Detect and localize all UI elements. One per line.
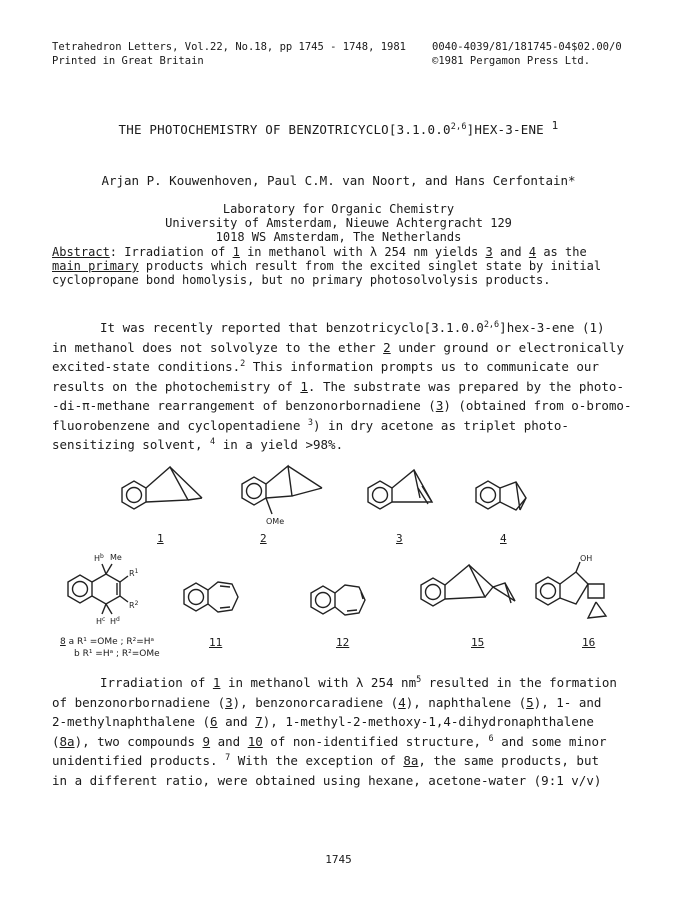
structure-2-drawing xyxy=(232,458,332,528)
svg-text:Me: Me xyxy=(110,553,122,562)
structure-15-drawing xyxy=(415,555,525,625)
svg-text:Hb: $H^b$ xyxy=(94,553,104,563)
structure-12-drawing xyxy=(305,575,385,625)
structure-label-8: 8 xyxy=(60,637,66,647)
structure-8-legend: 8 a R¹ =OMe ; R²=Hᵃ b R¹ =Hᵃ ; R²=OMe xyxy=(60,637,160,659)
svg-text:R1: $R^1$ xyxy=(129,568,139,578)
abstract-label: Abstract xyxy=(52,245,110,259)
paper-title: THE PHOTOCHEMISTRY OF BENZOTRICYCLO[3.1.0.0$^{2,6}$]HEX-3-ENE $^1$ xyxy=(118,118,559,137)
journal-citation xyxy=(52,40,406,68)
structure-label-16: 16 xyxy=(582,636,596,649)
structure-8-drawing xyxy=(60,550,170,630)
structure-label-11: 11 xyxy=(209,636,223,649)
structure-1-drawing xyxy=(112,462,212,522)
code-line-2: ©1981 Pergamon Press Ltd. xyxy=(432,55,591,67)
structure-16-drawing xyxy=(530,552,620,627)
structure-3-drawing xyxy=(358,462,458,522)
affiliation: Laboratory for Organic Chemistry University of Amsterdam, Nieuwe Achtergracht 129 1018 WS Amsterdam, The Netherlands xyxy=(165,202,512,244)
svg-text:R2: $R^2$ xyxy=(129,600,139,610)
structure-2-ome: OMe xyxy=(266,517,285,526)
structure-16-oh: OH xyxy=(580,554,593,563)
structure-11-drawing xyxy=(178,572,258,622)
results-paragraph: Irradiation of 1 in methanol with λ 254 $nm^5$ resulted in the formation of benzonorbornadiene (3), benzonorcaradiene (4), naphthalene (5), 1- and 2-methylnaphthalene (6 and 7), 1-methyl-2-methoxy-1,4-dihydronaphthalene (8a), two compounds 9 and 10 of non-identified structure, $^6$ and some minor unidentified products. $^7$ With the exception of 8a, the same products, but in a different ratio, were obtained using hexane, acetone-water (9:1 v/v) xyxy=(52,674,617,788)
journal-line-1: Tetrahedron Letters, Vol.22, No.18, pp 1745 - 1748, 1981 xyxy=(52,41,407,53)
svg-text:Hc: $H^c$ xyxy=(96,616,106,626)
svg-text:Hd: $H^d$ xyxy=(110,616,120,626)
journal-line-2: Printed in Great Britain xyxy=(52,55,204,67)
structure-4-drawing xyxy=(470,470,550,520)
structure-label-4: 4 xyxy=(500,532,507,545)
structure-label-15: 15 xyxy=(471,636,485,649)
code-line-1: 0040-4039/81/181745-04$02.00/0 xyxy=(432,41,622,53)
abstract: Abstract: Irradiation of 1 in methanol with λ 254 nm yields 3 and 4 as the main primary products which result from the excited singlet state by initial cyclopropane bond homolysis, but no primary photosolvolysis products. xyxy=(52,245,602,287)
author-list: Arjan P. Kouwenhoven, Paul C.M. van Noort, and Hans Cerfontain* xyxy=(101,173,576,188)
structure-label-12: 12 xyxy=(336,636,350,649)
structure-label-3: 3 xyxy=(396,532,403,545)
intro-paragraph: It was recently reported that benzotricyclo[3.1.0.0$^{2,6}$]hex-3-ene (1) in methanol does not solvolyze to the ether 2 under ground or electronically excited-state conditions.$^2$ This information prompts us to communicate our results on the photochemistry of 1. The substrate was prepared by the photo- -di-π-methane rearrangement of benzonorbornadiene (3) (obtained from o-bromo- fluorobenzene and cyclopentadiene $^3$) in dry acetone as triplet photo- sensitizing solvent, $^4$ in a yield >98%. xyxy=(52,319,632,452)
structure-label-2: 2 xyxy=(260,532,267,545)
title-footnote: 1 xyxy=(551,118,559,132)
page-number: 1745 xyxy=(325,853,352,866)
journal-code xyxy=(432,40,622,68)
structure-label-1: 1 xyxy=(157,532,164,545)
